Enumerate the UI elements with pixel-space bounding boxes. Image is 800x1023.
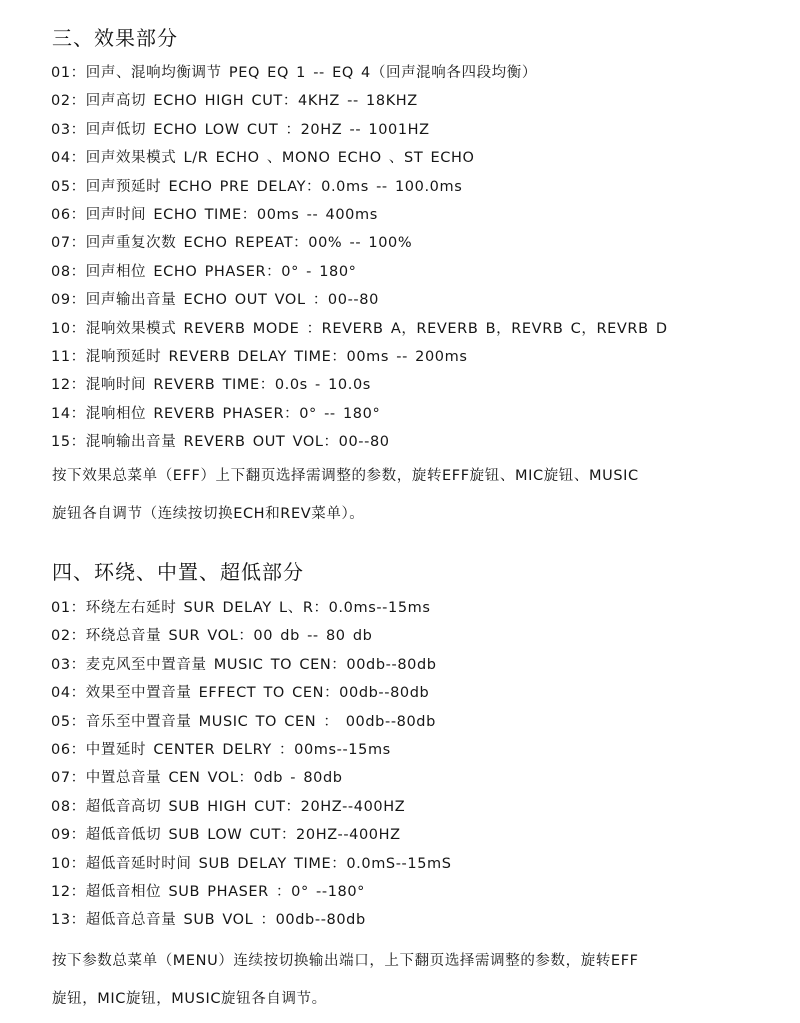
list-item: 09：超低音低切 SUB LOW CUT：20HZ--400HZ xyxy=(51,827,401,844)
section-title-effects: 三、效果部分 xyxy=(52,26,178,50)
list-item: 03：麦克风至中置音量 MUSIC TO CEN：00db--80db xyxy=(51,656,437,673)
list-item: 12：超低音相位 SUB PHASER ：0° --180° xyxy=(51,883,366,900)
list-item: 15：混响输出音量 REVERB OUT VOL：00--80 xyxy=(51,434,390,451)
list-item: 01：环绕左右延时 SUR DELAY L、R：0.0ms--15ms xyxy=(51,600,431,616)
list-item: 14：混响相位 REVERB PHASER：0° -- 180° xyxy=(51,405,381,422)
list-item: 11：混响预延时 REVERB DELAY TIME：00ms -- 200ms xyxy=(51,348,468,365)
list-item: 12：混响时间 REVERB TIME：0.0s - 10.0s xyxy=(51,377,371,394)
note-line: 按下效果总菜单（EFF）上下翻页选择需调整的参数，旋转EFF旋钮、MIC旋钮、MUSIC xyxy=(52,468,639,484)
list-item: 08：超低音高切 SUB HIGH CUT：20HZ--400HZ xyxy=(51,798,406,815)
note-line: 按下参数总菜单（MENU）连续按切换输出端口，上下翻页选择需调整的参数，旋转EFF xyxy=(52,953,639,969)
list-item: 13：超低音总音量 SUB VOL ：00db--80db xyxy=(51,912,366,929)
list-item: 10：混响效果模式 REVERB MODE ：REVERB A，REVERB B，REVRB C，REVRB D xyxy=(51,320,668,337)
list-item: 07：回声重复次数 ECHO REPEAT：00% -- 100% xyxy=(51,235,413,252)
list-item: 09：回声输出音量 ECHO OUT VOL ：00--80 xyxy=(51,292,379,309)
list-item: 10：超低音延时时间 SUB DELAY TIME：0.0mS--15mS xyxy=(51,855,452,872)
list-item: 07：中置总音量 CEN VOL：0db - 80db xyxy=(51,770,343,787)
note-line: 旋钮，MIC旋钮，MUSIC旋钮各自调节。 xyxy=(52,991,327,1007)
list-item: 04：回声效果模式 L/R ECHO 、MONO ECHO 、ST ECHO xyxy=(51,150,475,167)
surround-parameter-list xyxy=(51,594,791,935)
note-line: 旋钮各自调节（连续按切换ECH和REV菜单）。 xyxy=(52,506,365,522)
effects-parameter-list xyxy=(51,59,791,456)
list-item: 05：音乐至中置音量 MUSIC TO CEN ： 00db--80db xyxy=(51,713,436,730)
list-item: 06：回声时间 ECHO TIME：00ms -- 400ms xyxy=(51,206,378,223)
list-item: 04：效果至中置音量 EFFECT TO CEN：00db--80db xyxy=(51,685,430,702)
list-item: 01：回声、混响均衡调节 PEQ EQ 1 -- EQ 4（回声混响各四段均衡） xyxy=(51,65,537,81)
list-item: 08：回声相位 ECHO PHASER：0° - 180° xyxy=(51,263,357,280)
list-item: 06：中置延时 CENTER DELRY ：00ms--15ms xyxy=(51,741,391,758)
list-item: 02：回声高切 ECHO HIGH CUT：4KHZ -- 18KHZ xyxy=(51,93,418,110)
list-item: 03：回声低切 ECHO LOW CUT ：20HZ -- 1001HZ xyxy=(51,121,430,138)
list-item: 05：回声预延时 ECHO PRE DELAY：0.0ms -- 100.0ms xyxy=(51,178,463,195)
effects-instruction-note xyxy=(52,457,787,533)
surround-instruction-note xyxy=(52,942,787,1018)
section-title-surround: 四、环绕、中置、超低部分 xyxy=(52,560,304,584)
list-item: 02：环绕总音量 SUR VOL：00 db -- 80 db xyxy=(51,628,373,645)
